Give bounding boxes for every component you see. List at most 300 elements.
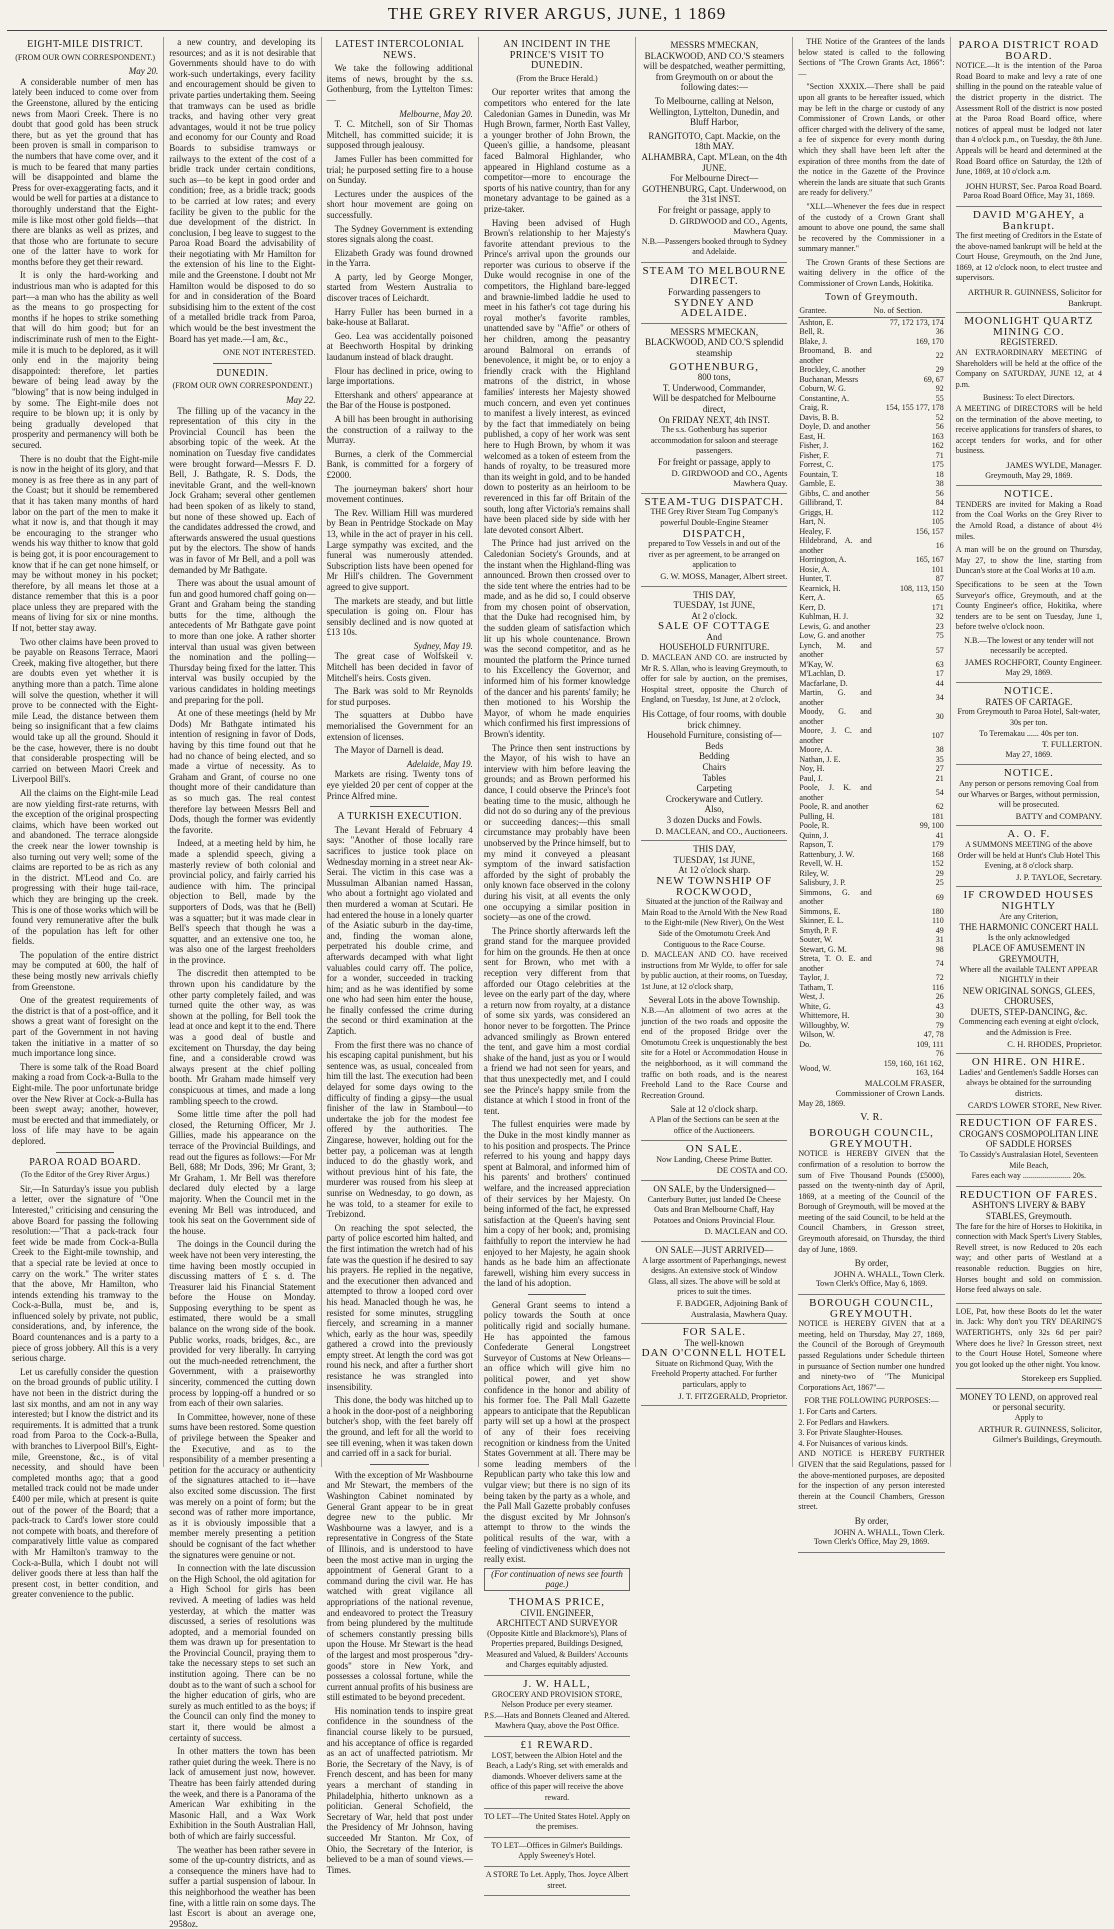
grantee-name: Lewis, G. and another: [799, 621, 871, 631]
table-row: [798, 850, 944, 860]
paragraph: a new country, and developing its resources; and as it is not desirable that Governments should have to do with work-such undertakings, every facility and encouragement should be given to private parties undertaking them. Seeing that tramways can be used as bridle tracks, and having other very great advantages, would it not be true policy and economy for our County and Road Boards to subsidise tramways or railways to the extent of the cost of a bridle track under certain conditions, such as—to be kept in good order and condition; free, as a bridle track; goods to be carried at low rates; and every facility be given to the public for the due development of the district. In conclusion, I beg leave to suggest to the Paroa Road Board the advisability of their negotiating with Mr Hamilton for the extension of his line to the Eight-mile and the Greenstone. I doubt not Mr Hamilton would be disposed to do so for and in consideration of the Board subsidising him to the extent of the cost of a metalled bridle track from Paroa, which would be the best investment the Board has yet made.—I am, &c.,: [169, 37, 316, 344]
column-header: Grantee.: [798, 305, 872, 317]
table-row: [798, 916, 944, 926]
ad-line: The s.s. Gothenburg has superior accommodation for saloon and steerage passengers.: [650, 425, 778, 456]
notice-text: The Crown Grants of these Sections are waiting delivery in the office of the Commissioner of Crown Lands, Hokitika.: [798, 257, 945, 289]
dateline: Adelaide, May 19.: [406, 758, 473, 769]
paragraph: Indeed, at a meeting held by him, he made a splendid speech, giving a masterly review of both colonial and provincial policy, and fairly carried his audience with him. The principal objection to Bell, made by the supporters of Dods, was that he (Bell) was a squatter; but it was made clear in Bell's speech that though he was a squatter, and an extensive one too, he was also one of the largest freeholders in the province.: [169, 838, 316, 965]
signature-title: Commissioner of Crown Lands.: [835, 1088, 945, 1099]
table-row: [798, 479, 944, 489]
ad-title: STEAM-TUG DISPATCH.: [644, 495, 785, 508]
ad-title: ON SALE, by the Undersigned—: [653, 1183, 776, 1194]
ad-line: D. MACLEAN AND CO. are instructed by Mr R. S. Allan, who is leaving Greymouth, to offer for sale by auction, on the premises, Hospital street, opposite the Church of England, on Tuesday, 1st June, at 2 o'clock,: [641, 653, 788, 705]
section-number: 29: [935, 365, 944, 375]
ad-line: MESSRS M'MECKAN, BLACKWOOD, AND CO.'S steamers will be despatched, weather permitting, from Greymouth on or about the following dates:—: [643, 40, 786, 93]
section-number: 179: [931, 840, 944, 850]
dateline: May 28, 1869.: [798, 1098, 846, 1108]
ad-line: A Plan of the Sections can be seen at the office of the Auctioneers.: [649, 1115, 780, 1135]
section-number: 116: [931, 982, 944, 992]
ad-title: GOTHENBURG,: [669, 360, 760, 373]
signature: ONE NOT INTERESTED.: [222, 347, 316, 358]
ad-title: REDUCTION OF FARES.: [959, 1188, 1098, 1201]
grantee-name: West, J.: [799, 992, 825, 1002]
grantee-name: Kerr, D.: [799, 602, 826, 612]
paragraph: General Grant seems to intend a policy towards the South at once politically rigid and socially humane. He has appointed the famous Confederate General Longstreet Surveyor of Customs at New Orleans—an office which will give him no political power, and yet show confidence in the honor and ability of his former foe. The Pall Mall Gazette appears to anticipate that the Republican party will set up a howl at the prospect of any of their foes receiving recognition or kindness from the United States Government at all. There may be some leading members of the Republican party who take this low and vulgar view; but there is no sign of its being taken by the party as a whole, and the Pall Mall Gazette probably confuses the disgust excited by Mr Johnson's attempt to throw to the winds the political results of the war, with a feeling of vindictiveness which does not really exist.: [483, 1299, 631, 1565]
ad-line: CROGAN'S COSMOPOLITAN LINE OF SADDLE HORSES: [959, 1128, 1099, 1150]
dateline: May 27, 1869.: [1005, 749, 1053, 759]
continuation-note: (For continuation of news see fourth page.): [484, 1568, 630, 1591]
grantee-name: Rattenbury, J. W.: [799, 849, 855, 859]
table-row: [798, 413, 944, 423]
grantee-name: East, H.: [799, 431, 825, 441]
grantee-name: Buchanan, Messrs: [799, 374, 859, 384]
table-row: [798, 460, 944, 470]
ad-line: N.B.—An allotment of two acres at the junction of the two roads and opposite the end of the proposed Bridge over the Omotumotu Creek is unquestionably the best site for a Hotel or Accommodation House in the neighborhood, as it will command the traffic on both roads, and is the nearest Freehold Land to the Race Course and Recreation Ground.: [641, 1006, 788, 1100]
signature: D. MACLEAN and CO.: [704, 1226, 788, 1237]
article-heading: PAROA ROAD BOARD.: [29, 1156, 142, 1168]
grantee-name: Stewart, G. M.: [799, 944, 847, 954]
list-item: Crockeryware and Cutlery.: [665, 793, 763, 804]
shipping-notice: [641, 324, 787, 494]
section-number: 105: [931, 517, 944, 527]
table-row: [798, 840, 944, 850]
ad-title: REDUCTION OF FARES.: [959, 1117, 1098, 1130]
shipping-notice: [641, 263, 787, 324]
section-number: 159, 160, 161 162, 163, 164: [883, 1058, 944, 1078]
paragraph: Geo. Lea was accidentally poisoned at Beechworth Hospital by drinking laudanum instead of black draught.: [326, 330, 473, 363]
grantee-name: Poole, R.: [799, 821, 829, 831]
dateline: Town Clerk's Office, May 29, 1869.: [813, 1537, 930, 1547]
section-number: 49: [935, 925, 944, 935]
paragraph: The Rev. William Hill was murdered by Bean in Pentridge Stockade on May 13, while in the act of prayer in his cell. Large sympathy was excited, and the funeral was numerously attended. Subscription lists have been opened for Mr Hill's children. The Government agreed to give support.: [326, 507, 473, 592]
paragraph: Two other claims have been proved to be payable on Reasons Terrace, Maori Creek, making five altogether, but there are doubts even yet whether it is anything more than a patch. Time alone will solve the question, whether it will prove to be connected with the Eight-mile Lead, the distance between them being so insignificant that a few claims would take up all the ground. Should it be the case, however, there is no doubt that considerable prospecting will be carried on between Maori Creek and Liverpool Bill's.: [12, 636, 159, 785]
divider: [370, 806, 429, 807]
table-row: [798, 622, 944, 632]
ad-line: Several Lots in the above Township.: [648, 995, 780, 1006]
ad-title: NOTICE.: [1003, 488, 1054, 501]
ad-line: Fares each way ........................ 20s.: [971, 1171, 1087, 1181]
ad-line: The first meeting of Creditors in the Estate of the above-named bankrupt will be held at the Court House, Greymouth, on the 2nd June, 1869, at 12 o'clock noon, to elect trustee and supervisors.: [955, 231, 1102, 283]
signature: D. GIRDWOOD and CO., Agents, Mawhera Quay.: [669, 215, 788, 237]
notice-text: "Section XXXIX.—There shall be paid upon all grants to be hereafter issued, which may be left in the charge or custody of any Commissioner of Crown Lands, or other officer charged with the delivery of the same, a fee of sixpence for every month during which they shall have been left after the expiration of three months from the date of the notice in the Gazette of the Province wherein the lands are situate that such Grants are ready for delivery.": [798, 82, 945, 198]
ad-line: A MEETING of DIRECTORS will be held on the termination of the above meeting, to receive applications for transfers of shares, to accept tenders for works, and for other business.: [955, 404, 1102, 456]
grantee-name: Pulling, H.: [799, 811, 835, 821]
ad-line: For Melbourne Direct—: [670, 173, 759, 184]
ad-line: Also,: [704, 804, 724, 815]
ad-line: And: [706, 631, 723, 642]
ad-line: Mawhera Quay, above the Post Office.: [495, 1721, 619, 1731]
ad-line: THIS DAY,: [693, 589, 736, 600]
dateline: May 20.: [128, 66, 159, 77]
paragraph: The Bark was sold to Mr Reynolds for stud purposes.: [326, 686, 473, 707]
paragraph: With the exception of Mr Washbourne and Mr Stewart, the members of the Washington Cabinet nominated by General Grant appear to be in great degree new to the public. Mr Washbourne was a lawyer, and is a representative in Congress of the State of Illinois, and is understood to have been the most active man in urging the appointment of General Grant to a command during the civil war. He has watched with great vigilance all appropriations of the national revenue, and endeavored to protect the Treasury from being plundered by the multitude of schemers constantly pressing bills upon the House. Mr Stewart is the head of the largest and most prosperous "dry-goods" store in New York, and possesses a colossal fortune, while the current annual profits of his business are still estimated to be beyond precedent.: [326, 1469, 473, 1703]
signature: J. T. FITZGERALD, Proprietor.: [678, 1390, 788, 1401]
grantee-name: Broomand, B. and another: [799, 346, 872, 365]
ad-line: LOST, between the Albion Hotel and the Beach, a Lady's Ring, set with emeralds and diamonds. Whoever delivers same at the office of this paper will receive the above reward.: [486, 1750, 628, 1802]
section-number: 25: [935, 878, 944, 888]
ad-title: NOTICE.: [1003, 767, 1054, 780]
ad-line: DUETS, STEP-DANCING, &c.: [970, 1006, 1088, 1017]
article-heading: LATEST INTERCOLONIAL NEWS.: [335, 39, 465, 61]
advertisement: [484, 1737, 630, 1809]
section-number: 30: [935, 1011, 944, 1021]
ad-line: NOTICE.—It is the intention of the Paroa Road Board to make and levy a rate of one shilling in the pound on the rateable value of the district property in the district. The Assessment Roll of the district is now posted at the Paroa Road Board office, where notices of appeal must be lodged not later than 4 o'clock p.m., on Tuesday, the 8th June. Appeals will be heard and determined at the Road Board office on Saturday, the 12th of June, 1869, at 10 o'clock a.m.: [955, 61, 1102, 177]
dateline: Melbourne, May 20.: [399, 108, 473, 119]
table-row: [798, 812, 944, 822]
paragraph: The fullest enquiries were made by the Duke in the most kindly manner as to his position and prospects. The Prince referred to his young and happy days spent at Balmoral, and informed him of his parents' and brothers' continued welfare, and the increased appreciation of their services by her Majesty. On being informed of the fact, he expressed satisfaction at the Queen's having sent him a copy of her book; and, promising faithfully to report the interview he had enjoyed to her Majesty, he again shook hands as he bade him an affectionate farewell, wishing him every success in the land of his adoption.: [483, 1119, 631, 1289]
grantee-name: Do.: [799, 1039, 812, 1049]
section-number: 16: [935, 541, 944, 550]
table-row: [798, 555, 944, 565]
signature: J. P. TAYLOE, Secretary.: [1016, 871, 1102, 882]
grantee-name: Whittemore, H.: [799, 1011, 850, 1021]
paragraph: We take the following additional items of news, brought by the s.s. Gothenburg, from the Lyttelton Times:—: [326, 63, 473, 105]
ad-title: ON SALE.: [685, 1143, 743, 1156]
ad-title: SALE OF COTTAGE: [658, 620, 771, 633]
grantee-name: Nathan, J. E.: [799, 754, 841, 764]
ad-line: A large assortment of Paperhangings, newest designs. An extensive stock of Window Glass, all sizes. The above will be sold at prices to suit the times.: [642, 1255, 787, 1297]
section-number: 152: [931, 859, 944, 869]
grantee-name: Kearnick, H.: [799, 583, 841, 593]
signature: JOHN HURST, Sec. Paroa Road Board.: [965, 180, 1102, 191]
column-7: [951, 37, 1107, 1467]
paragraph: The Prince had just arrived on the Caledonian Society's Grounds, and at the instant when the Highland-fling was announced. Brown then crossed over to the side tent where the entries had to be made, and as he did so, I could observe from my chosen point of observation, that the Duke had recognised him, by the sudden gleam of satisfaction which lit up his whole countenance. Brown was the second competitor, and as he mounted the platform the Prince turned to his Excellency the Governor, and informed him of his former knowledge of the dancer and his parents' family; he then motioned to his Worship the Mayor, of whom he made enquiries which confirmed his first impressions of Brown's identity.: [483, 538, 631, 739]
grantee-name: Low, G. and another: [799, 631, 865, 641]
table-row: [798, 631, 944, 641]
signature: BATTY and COMPANY.: [1015, 810, 1102, 821]
grantee-name: Kuhlman, H. J.: [799, 612, 849, 622]
table-row: [798, 1059, 944, 1078]
ad-line: CIVIL ENGINEER,: [520, 1607, 594, 1618]
list-item: 2. For Pedlars and Hawkers.: [798, 1417, 890, 1427]
grantee-name: Poole, J. K. and another: [799, 783, 872, 802]
section-number: 21: [935, 773, 944, 783]
divider: [528, 1294, 587, 1295]
section-number: 55: [935, 393, 944, 403]
ad-line: T. Underwood, Commander,: [662, 382, 766, 393]
newspaper-page: [7, 4, 1107, 1929]
shipping-notice: [641, 37, 787, 263]
ad-line: ASHTON'S LIVERY & BABY STABLES, Greymouth.: [971, 1200, 1086, 1221]
grantee-name: Smyth, P. F.: [799, 925, 838, 935]
section-number: 27: [935, 764, 944, 774]
section-number: 30: [935, 712, 944, 721]
table-row: [798, 641, 944, 660]
section-number: 154, 155 177, 178: [885, 403, 944, 413]
ad-line: DISPATCH,: [682, 527, 746, 540]
ad-line: RANGITOTO, Capt. Mackie, on the 18th MAY.: [648, 130, 781, 152]
section-number: 38: [935, 479, 944, 489]
grantee-name: Hildebrand, A. and another: [799, 536, 872, 555]
paragraph: The squatters at Dubbo have memorialised the Government for an extension of licenses.: [326, 710, 473, 742]
paragraph: Harry Fuller has been burned in a bake-house at Ballarat.: [326, 306, 473, 328]
section-number: 34: [935, 693, 944, 702]
signature: G. W. MOSS, Manager, Albert street.: [660, 570, 788, 581]
ad-title: STEAM TO MELBOURNE DIRECT.: [642, 264, 787, 288]
grantee-name: Salisbury, J. P.: [799, 878, 846, 888]
ad-line: N.B.—Passengers booked through to Sydney and Adelaide.: [641, 236, 787, 257]
grantee-name: Forrest, C.: [799, 460, 834, 470]
ad-line: HOUSEHOLD FURNITURE.: [659, 642, 770, 653]
section-number: 43: [935, 1001, 944, 1011]
grantee-name: Lynch, M. and another: [799, 640, 872, 660]
ad-line: The well-known: [684, 1337, 744, 1348]
grantee-name: Gillibrand, T.: [799, 498, 843, 508]
ad-line: MESSRS M'MECKAN, BLACKWOOD, AND CO.'S splendid steamship: [645, 326, 784, 359]
ad-line: Commencing each evening at eight o'clock, and the Admission is Free.: [959, 1017, 1099, 1038]
paragraph: At one of these meetings (held by Mr Dods) Mr Bathgate intimated his intention of resigning in favor of Dods, having by this time found out that he had no chance of being elected, and so made a virtue of necessity. As to Graham and Grant, of course no one thought more of their candidature than as so much gas. The real contest therefore lay between Messrs Bell and Dods, though the former was evidently the favorite.: [169, 708, 316, 835]
paragraph: The population of the entire district may be computed at 600, the half of these being mostly new arrivals chiefly from Greenstone.: [12, 949, 159, 992]
table-row: [798, 1011, 944, 1021]
section-number: 63: [935, 659, 944, 669]
section-number: 56: [935, 422, 944, 432]
section-number: 38: [935, 745, 944, 755]
advertisement: [484, 1594, 630, 1676]
table-row: [798, 394, 944, 404]
paragraph: Burnes, a clerk of the Commercial Bank, is committed for a forgery of £2000.: [326, 448, 473, 480]
signature: ARTHUR R. GUINNESS, Solicitor, Gilmer's Buildings, Greymouth.: [978, 1423, 1102, 1445]
list-item: 3. For Private Slaughter-Houses.: [798, 1428, 903, 1438]
ad-line: At 12 o'clock sharp.: [678, 865, 751, 876]
grantee-name: Hunter, T.: [799, 574, 832, 584]
table-row: [798, 907, 944, 917]
table-row: [798, 375, 944, 385]
section-number: 23: [935, 621, 944, 631]
signature: T. FULLERTON.: [1042, 739, 1102, 750]
table-row: [798, 726, 944, 745]
auction-notice: [641, 587, 787, 842]
ad-line: A STORE To Let. Apply, Thos. Joyce Albert street.: [485, 1869, 629, 1890]
dateline: Greymouth, May 29, 1869.: [985, 470, 1073, 480]
ad-line: AND NOTICE is HEREBY FURTHER GIVEN that the said Regulations, passed for the above-mentioned purposes, are deposited for the inspection of any person interested therein at the Council Chambers, Gresson street.: [798, 1449, 945, 1512]
advertisement: [956, 1115, 1102, 1187]
ad-line: The fare for the hire of Horses to Hokitika, in connection with Mack Spert's Livery Stables, Revell street, is now Reduced to 20s each way; and other parts of Westland at a reasonable reduction. Buggies on hire, Horses bought and sold on commission. Horse feed always on sale.: [955, 1221, 1102, 1295]
section-number: 47, 78: [923, 1030, 944, 1040]
ad-line: (Opposite Kittle and Blackmore's), Plans of Properties prepared, Buildings Designed, Measured and Valued, & Builders' Accounts and Charges equitably adjusted.: [486, 1628, 628, 1670]
section-number: 98: [935, 944, 944, 954]
table-row: [798, 869, 944, 879]
section-number: 29: [935, 868, 944, 878]
grantee-name: Moore, A.: [799, 745, 833, 755]
table-row: [798, 764, 944, 774]
grantees-table: [798, 305, 944, 1078]
section-number: 65: [935, 593, 944, 603]
grantee-name: Taylor, J.: [799, 973, 829, 983]
section-number: 57: [935, 645, 944, 655]
ad-line: 3 dozen Ducks and Fowls.: [666, 814, 762, 825]
paragraph: Markets are rising. Twenty tons of eye yielded 20 per cent of copper at the Prince Alfred mine.: [326, 769, 473, 801]
paragraph: The Prince then sent instructions by the Mayor, of his wish to have an interview with him before leaving the grounds; and as Brown performed his dance, I could observe the Prince's foot beating time to the music, although he did not do so during any of the previous or succeeding dances;—this small circumstance may probably have been unobserved by the Prince himself, but to my mind it conveyed a pleasant symptom of the inward satisfaction afforded by the sight of probably the only known face observed in the colony during his visit, at all events the only one occupying a similar position in society—as one of the crowd.: [483, 742, 631, 923]
section-number: 180: [931, 906, 944, 916]
table-row: [798, 707, 944, 726]
ad-line: Will be despatched for Melbourne direct,: [652, 393, 776, 414]
grantee-name: White, G.: [799, 1001, 831, 1011]
ad-line: By order,: [854, 1258, 889, 1269]
section-number: 156, 157: [915, 526, 944, 536]
ad-line: P.S.—Hats and Bonnets Cleaned and Altered.: [484, 1710, 630, 1720]
table-row: [798, 317, 944, 327]
signature: JOHN A. WHALL, Town Clerk.: [833, 1526, 945, 1537]
divider: [213, 363, 272, 364]
grantee-name: Poole, R. and another: [799, 802, 869, 812]
section-number: 62: [935, 802, 944, 812]
section-number: 69: [935, 892, 944, 902]
section-number: 162: [931, 441, 944, 451]
ad-title: BOROUGH COUNCIL, GREYMOUTH.: [809, 1127, 934, 1150]
table-row: [798, 527, 944, 537]
table-row: [798, 1002, 944, 1012]
signature: JAMES WYLDE, Manager.: [1006, 459, 1102, 470]
table-row: [798, 603, 944, 613]
signature: DE COSTA and CO.: [716, 1165, 788, 1176]
table-row: [798, 441, 944, 451]
list-item: Tables: [702, 772, 726, 783]
advertisement: [956, 1389, 1102, 1449]
ad-line: AN EXTRAORDINARY MEETING of Shareholders will be held at the office of the Company on SATURDAY, JUNE 12, at 4 p.m.: [955, 348, 1102, 389]
section-number: 71: [935, 450, 944, 460]
royal-cipher: V. R.: [860, 1111, 883, 1123]
grantee-name: Craig, R.: [799, 403, 829, 413]
ad-line: Sale at 12 o'clock sharp.: [670, 1104, 758, 1115]
list-item: Bedding: [699, 751, 730, 762]
table-row: [798, 451, 944, 461]
ad-line: THE Grey River Steam Tug Company's powerful Double-Engine Steamer: [650, 507, 778, 527]
grantee-name: Martin, G. and another: [799, 688, 872, 707]
section-number: 109, 111: [916, 1039, 944, 1049]
ad-title: J. W. HALL,: [523, 1678, 591, 1691]
section-number: 32: [935, 612, 944, 622]
signature: D. GIRDWOOD and CO., Agents Mawhera Quay.: [671, 467, 788, 489]
council-notice: [798, 1125, 944, 1295]
advertisement: [641, 1242, 787, 1324]
section-number: 75: [935, 631, 944, 641]
grantee-name: Simmons, E.: [799, 906, 841, 916]
ad-line: Is the only acknowledged: [987, 932, 1070, 942]
paragraph: One of the greatest requirements of the district is that of a post-office, and it shows a great want of foresight on the part of the Government in not having taken the initiative in a matter of so much importance long since.: [12, 995, 159, 1059]
ad-line: ALHAMBRA, Capt. M'Lean, on the 4th JUNE.: [641, 151, 788, 173]
section-number: 76: [935, 1049, 944, 1059]
ad-line: TO LET—The United States Hotel. Apply on the premises.: [484, 1811, 630, 1832]
ad-line: ARCHITECT AND SURVEYOR: [496, 1618, 618, 1629]
signature: ARTHUR R. GUINNESS, Solicitor for Bankrupt.: [967, 287, 1102, 308]
table-row: [798, 821, 944, 831]
ad-line: TO LET—Offices in Gilmer's Buildings. Apply Sweeney's Hotel.: [491, 1840, 623, 1861]
table-row: [798, 983, 944, 993]
section-number: 54: [935, 788, 944, 797]
table-row: [798, 574, 944, 584]
section-number: 26: [935, 992, 944, 1002]
grantee-name: Riley, W.: [799, 868, 829, 878]
advertisement: [484, 1838, 630, 1867]
ad-line: Apply to: [1014, 1413, 1043, 1423]
ad-line: NEW ORIGINAL SONGS, GLEES, CHORUSES,: [962, 985, 1095, 1007]
advertisement: [641, 1141, 787, 1181]
signature: JAMES ROCHFORT, County Engineer.: [964, 657, 1102, 668]
paragraph: There is no doubt that the Eight-mile is now in the height of its glory, and that money is as free there as in any part of the Coast; but it should be remembered that it has taken many months of hard labor on the part of the men to make it what it now is, and that though it may be encouraging to the stranger who wends his way thither to know that gold is being got, it is poor encouragement to know that if he can get none himself, or may be without money in his pocket; therefore, by all means let those at a distance remember that this is a poor place unless they are prepared with the means of living for six or nine months. If not, better stay away.: [12, 453, 159, 634]
paragraph: There is some talk of the Road Board making a road from Cock-a-Bulla to the Eight-mile. The poor unfortunate bridge over the New River at Cock-a-Bulla has been swept away; another, however, must be erected and that immediately, or loss of life may have to be again deplored.: [12, 1061, 159, 1146]
table-row: [798, 755, 944, 765]
paragraph: Sir,—In Saturday's issue you publish a letter, over the signature of "One Interested," criticising and censuring the above Board for passing the following resolution:—"That a pack-track four feet wide be made from Cock-a-Bulla Creek to the Eight-mile township, and that a special rate be levied at once to carry on the work." The writer states that the above, Mr Hamilton, who intends extending his tramway to the Cock-a-Bulla, must be, and is, influenced solely by private, not public, considerations, and, by inference, the Board countenances and is a party to a piece of gross jobbery. All this is a very serious charge.: [12, 1183, 159, 1364]
ad-title: ON SALE—JUST ARRIVED—: [655, 1244, 774, 1255]
ad-title: DAVID M'GAHEY, a Bankrupt.: [972, 208, 1085, 232]
ad-line: To Cassidy's Australasian Hotel, Seventeen Mile Beach,: [959, 1150, 1099, 1170]
grantee-name: Skinner, E. L.: [799, 916, 844, 926]
advertisement: [956, 887, 1102, 1054]
table-row: [798, 1030, 944, 1040]
ad-line: A man will be on the ground on Thursday, May 27, to show the line, starting from Duncan's store at the Coal Works at 10 a.m.: [955, 545, 1102, 576]
section-number: 181: [931, 811, 944, 821]
paragraph: The Sydney Government is extending stores signals along the coast.: [326, 223, 473, 245]
grantee-name: Revell, W. H.: [799, 859, 843, 869]
table-row: [798, 536, 944, 555]
advertisement: [484, 1809, 630, 1838]
byline: (To the Editor of the Grey River Argus.): [20, 1170, 150, 1180]
paragraph: The doings in the Council during the week have not been very interesting, the time having been mostly occupied in discussing matters of £ s. d. The Treasurer laid his Financial Statement before the House on Monday. Supposing everything to be spent as estimated, there would be a small balance on the wrong side of the book. Public works, roads, bridges, &c., are provided for very liberally. In carrying out the much-needed retrenchment, the Government, with a praiseworthy sincerity, commenced the cutting down process by lopping-off a hundred or so from each of their own salaries.: [169, 1239, 316, 1409]
columns: [7, 37, 1107, 1929]
column-4: [479, 37, 636, 1890]
paragraph: The weather has been rather severe in some of the up-country districts, and as a consequence the miners have had to suffer a partial suspension of labour. In this neighborhood the weather has been fine, with a little rain on some days. The last Escort is about an average one, 2958oz.: [169, 1844, 316, 1929]
section-number: 69, 67: [923, 374, 944, 384]
grantee-name: Kerr, A.: [799, 593, 826, 603]
table-row: [798, 973, 944, 983]
paragraph: The filling up of the vacancy in the representation of this city in the Provincial Council has been the absorbing topic of the week. At the nomination on Tuesday five candidates were brought forward—Messrs F. D. Bell, J. Bathgate, R. S. Dods, the inevitable Grant, and the well-known Jock Graham; several other gentlemen had been spoken of as likely to stand, but none of these showed up. Each of the candidates addressed the crowd, and afterwards answered the usual questions put by the electors. The show of hands was in favor of Mr Bell, and a poll was demanded by Mr Bathgate.: [169, 405, 316, 575]
section-number: 31: [935, 935, 944, 945]
signature: D. MACLEAN, and CO., Auctioneers.: [655, 825, 788, 836]
ad-line: Canterbury Butter, just landed De Cheese Oats and Bran Melbourne Chaff, Hay Potatoes and Onions Provincial Flour.: [647, 1194, 781, 1225]
section-number: 107: [931, 731, 944, 740]
paragraph: The great case of Wolfskeil v. Mitchell has been decided in favor of Mitchell's heirs. Costs given.: [326, 651, 473, 683]
ad-line: prepared to Tow Vessels in and out of the river as per agreement, to be arranged on application to: [648, 539, 781, 570]
ad-line: 800 tons,: [697, 372, 731, 383]
table-row: [798, 327, 944, 337]
ad-line: DAN O'CONNELL HOTEL: [641, 1347, 787, 1360]
ad-line: Business: To elect Directors.: [982, 393, 1075, 403]
grantee-name: Moody, G. and another: [799, 707, 872, 726]
section-number: 79: [935, 1020, 944, 1030]
article-heading: AN INCIDENT IN THE PRINCE'S VISIT TO DUNEDIN.: [503, 39, 611, 72]
ad-title: £1 REWARD.: [520, 1739, 594, 1752]
ad-line: From Greymouth to Paroa Hotel, Salt-water, 30s per ton.: [957, 707, 1101, 728]
column-header: No. of Section.: [873, 305, 945, 317]
paragraph: A party, led by George Monger, started from Western Australia to discover traces of Leichardt.: [326, 271, 473, 304]
grantee-name: Wood, W.: [799, 1063, 831, 1073]
section-number: 99, 100: [919, 821, 944, 831]
section-number: 163: [931, 431, 944, 441]
paragraph: A considerable number of men has lately been induced to come over from the Greenstone, allured by the enticing news from Maori Creek. There is no doubt that good gold has been struck there, but as yet the ground that has been proven is small in comparison to the numbers that have come over, and it is much to be feared that many parties will be disappointed and blame the Press for over-exaggerating facts, and it would be well for parties at a distance to thoroughly understand that the Eight-mile is like most other gold fields—that there are blanks as well as prizes, and that those who are fortunate to secure one of the latter have to work for months before they get their reward.: [12, 76, 159, 267]
ad-line: LOE, Pat, how these Boots do let the water in. Jack: Why don't you TRY DEARING'S WATERTIGHTS, only 32s 6d per pair? Where does he live? In Gresson street, next to the Court House Hotel, Someone where you got looked up the other night. You know.: [955, 1306, 1102, 1369]
ad-line: Situate on Richmond Quay, With the Freehold Property attached. For further particulars, apply to: [651, 1358, 778, 1390]
table-row: [798, 508, 944, 518]
ad-title: THOMAS PRICE,: [508, 1595, 606, 1608]
ad-line: Where all the available TALENT APPEAR NIGHTLY in their: [959, 964, 1099, 985]
grantee-name: Hosie, A.: [799, 564, 830, 574]
grantee-name: M'Kay, W.: [799, 659, 834, 669]
notice: [956, 313, 1102, 486]
ad-line: NOTICE is HEREBY GIVEN that at a meeting, held on Thursday, May 27, 1869, the Council of the Borough of Greymouth passed Regulations under Schedule thirteen in pursuance of Section number one hundred and ninety-two of "The Municipal Corporations Act, 1867"—: [798, 1319, 945, 1392]
ad-line: REGISTERED.: [1000, 337, 1058, 348]
auction-notice: [641, 841, 787, 1141]
section-number: 35: [935, 754, 944, 764]
table-row: [798, 1040, 944, 1050]
item-list: [641, 741, 787, 805]
section-number: 36: [935, 327, 944, 337]
table-body: [798, 317, 944, 1078]
ad-line: RATES OF CARTAGE.: [985, 696, 1073, 707]
paragraph: In connection with the late discussion on the High School, the old agitation for a High School for girls has been revived. A meeting of ladies was held yesterday, at which the matter was discussed, a series of resolutions was adopted, and a memorial founded on them was drawn up for presentation to the Provincial Council, praying them to take the necessary steps to set such an institution agoing. There can be no doubt as to the want of such a school for the higher education of girls, who are surely as much entitled to as the boys; if the Council can only find the money to start it, there would be almost a certainty of success.: [169, 1563, 316, 1743]
ad-title: BOROUGH COUNCIL, GREYMOUTH.: [809, 1297, 934, 1320]
dateline: May 22.: [286, 395, 316, 405]
paragraph: Let us carefully consider the question on the broad grounds of public utility. I have not been in the district during the last six months, and am not in any way interested; but I know the district and its requirements. It is admitted that a trunk road from Paroa to the Cock-a-Bulla, with branches to Liverpool Bill's, Eight-mile, Greenstone, &c., is of vital necessity, and should have been completed months ago; that a good metalled track could not be made under £400 per mile, which at present is quite out of the power of the Board; that a pack-track to Card's lower store could not compete with boats, and therefore of comparatively little value as compared with Mr Hamilton's tramway to the Cock-a-Bulla, which I doubt not will deliver goods there at less than half the present cost, in better condition, and greater convenience to the public.: [12, 1366, 159, 1600]
